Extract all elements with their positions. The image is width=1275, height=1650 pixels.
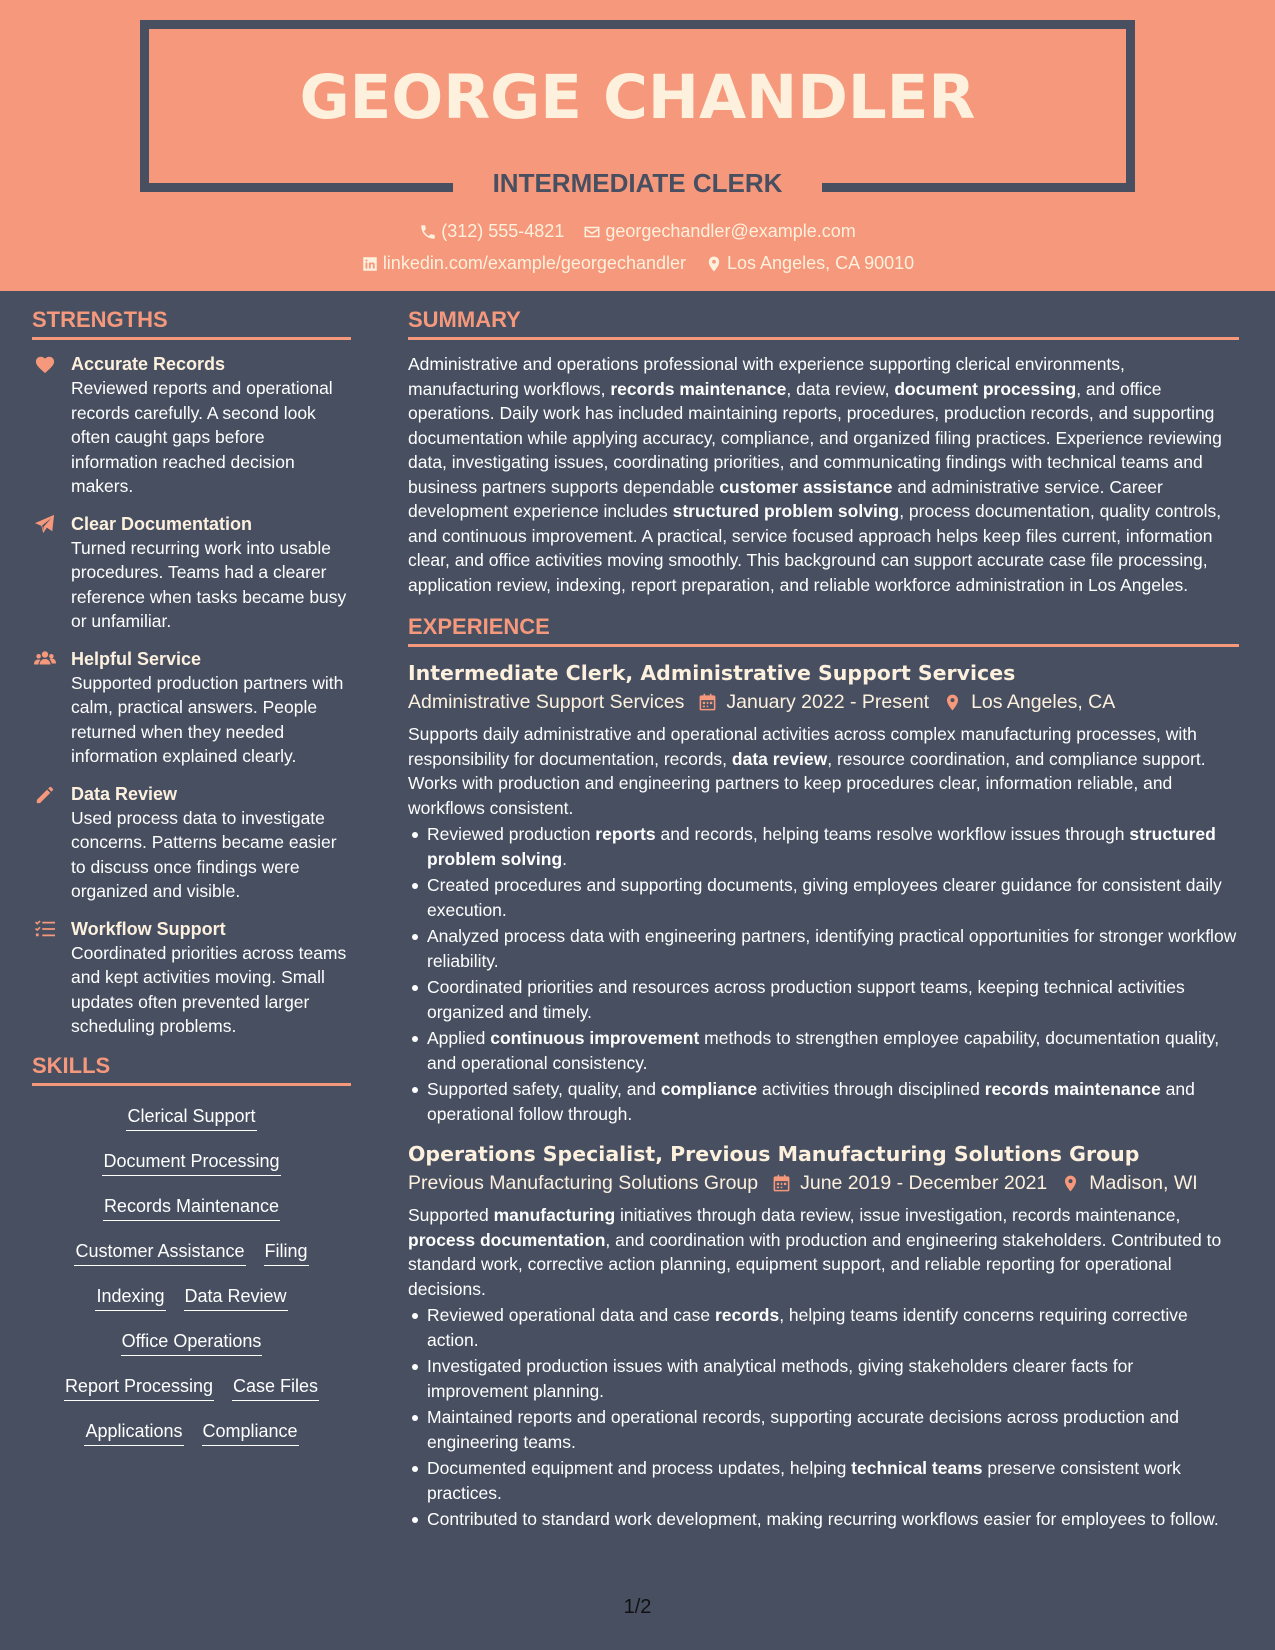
text-run: , and office operations. Daily work has included maintaining reports, procedures, production records, and supporting documentation while applying accuracy, compliance, and organized filing practices. Experience reviewing data, investigating issues, coordinating priorities, and communicating findings with technical teams and business partners supports dependable <box>408 378 1222 497</box>
experience-list <box>408 659 1239 1532</box>
skill-row <box>32 1194 351 1239</box>
contact-row-2 <box>0 253 1275 278</box>
bold-keyword: records maintenance <box>610 378 787 399</box>
text-run: and records, helping teams resolve workflow issues through <box>655 824 1130 844</box>
text-run: initiatives through data review, issue investigation, records maintenance, <box>615 1205 1181 1225</box>
skill-tag: Report Processing <box>64 1374 214 1401</box>
skill-tag: Indexing <box>95 1284 165 1311</box>
skill-tag: Compliance <box>202 1419 299 1446</box>
map-pin-icon <box>943 693 962 712</box>
text-run: Supports daily administrative and operational activities across complex manufacturing processes, with responsibility for documentation, records, <box>408 724 1197 769</box>
text-run: Reviewed production <box>427 824 596 844</box>
linkedin-icon <box>361 255 379 273</box>
strength-title: Clear Documentation <box>71 513 253 534</box>
text-run: preserve consistent work practices. <box>427 1458 1181 1503</box>
job-meta <box>408 691 1239 714</box>
map-pin-icon <box>1061 1174 1080 1193</box>
strength-desc: Used process data to investigate concerns. Patterns became easier to discuss once findings were organized and visible. <box>71 807 337 901</box>
skills-list <box>32 1104 351 1464</box>
skill-row <box>32 1239 351 1284</box>
bullet-item <box>408 1507 1239 1532</box>
strength-title: Helpful Service <box>71 648 202 669</box>
right-column <box>408 307 1239 1534</box>
text-run: Maintained reports and operational records, supporting accurate decisions across production and engineering teams. <box>427 1407 1179 1452</box>
bold-keyword: document processing <box>894 378 1077 399</box>
location-text: Los Angeles, CA 90010 <box>727 253 915 273</box>
text-run: Supported safety, quality, and <box>427 1079 661 1099</box>
strength-desc: Coordinated priorities across teams and kept activities moving. Small updates often prevented larger scheduling problems. <box>71 942 347 1036</box>
bold-keyword: continuous improvement <box>490 1028 700 1048</box>
bullet-item <box>408 1354 1239 1403</box>
bold-keyword: customer assistance <box>719 476 893 497</box>
job-entry <box>408 659 1239 1126</box>
text-run: Investigated production issues with analytical methods, giving stakeholders clearer facts for improvement planning. <box>427 1356 1134 1401</box>
paper-plane-icon <box>34 514 56 534</box>
bullet-item <box>408 822 1239 871</box>
list-check-icon <box>34 919 56 939</box>
strength-desc: Supported production partners with calm, practical answers. People returned when they needed information explained clearly. <box>71 672 344 766</box>
bullet-item <box>408 924 1239 973</box>
skill-tag: Clerical Support <box>126 1104 256 1131</box>
summary-text <box>408 352 1239 597</box>
envelope-icon <box>583 223 601 241</box>
bullet-item <box>408 873 1239 922</box>
company-name: Administrative Support Services <box>408 691 685 713</box>
job-title: INTERMEDIATE CLERK <box>492 168 783 198</box>
job-location: Los Angeles, CA <box>971 691 1116 713</box>
bold-keyword: structured problem solving <box>672 501 900 521</box>
skill-row <box>32 1419 351 1464</box>
text-run: , helping teams identify concerns requiring corrective action. <box>427 1305 1188 1350</box>
strength-title: Data Review <box>71 783 178 804</box>
location-item <box>705 253 914 274</box>
strength-title: Workflow Support <box>71 918 226 939</box>
email-item[interactable] <box>583 221 855 242</box>
bullet-item <box>408 1026 1239 1075</box>
map-pin-icon <box>705 255 723 273</box>
resume-header <box>0 0 1275 291</box>
bold-keyword: records maintenance <box>984 1079 1161 1099</box>
text-run: Supported <box>408 1205 494 1225</box>
bullet-item <box>408 1405 1239 1454</box>
strength-item <box>32 917 351 1039</box>
bold-keyword: compliance <box>660 1079 758 1099</box>
text-run: , resource coordination, and compliance support. Works with production and engineering partners to keep procedures clear, information reliable, and workflows consistent. <box>408 748 1206 818</box>
summary-heading: SUMMARY <box>408 307 1239 340</box>
heart-icon <box>34 354 56 374</box>
bullet-item <box>408 1303 1239 1352</box>
skill-row <box>32 1374 351 1419</box>
company-name: Previous Manufacturing Solutions Group <box>408 1172 759 1194</box>
text-run: , process documentation, quality controls, and continuous improvement. A practical, service focused approach helps keep files current, information clear, and office activities moving smoothly. This background can support accurate case file processing, application review, indexing, report preparation, and reliable workforce administration in Los Angeles. <box>408 501 1222 595</box>
job-description <box>408 722 1239 820</box>
bold-keyword: manufacturing <box>493 1205 616 1225</box>
text-run: , and coordination with production and engineering stakeholders. Contributed to standard work, corrective action planning, equipment support, and reliable reporting for operational decisions. <box>408 1229 1222 1299</box>
text-run: Documented equipment and process updates, helping <box>427 1458 852 1478</box>
bold-keyword: records <box>714 1305 780 1325</box>
page-number: 1/2 <box>623 1596 652 1618</box>
bold-keyword: reports <box>595 824 656 844</box>
text-run: activities through disciplined <box>757 1079 985 1099</box>
bold-keyword: process documentation <box>408 1229 606 1250</box>
text-run: and administrative service. Career development experience includes <box>408 476 1163 521</box>
job-entry <box>408 1140 1239 1532</box>
candidate-name: GEORGE CHANDLER <box>299 62 976 133</box>
text-run: . <box>562 848 568 869</box>
text-run: Coordinated priorities and resources across production support teams, keeping technical activities organized and timely. <box>427 977 1185 1022</box>
strength-item <box>32 782 351 904</box>
job-role-title: Intermediate Clerk, Administrative Support Services <box>408 661 1016 685</box>
experience-heading: EXPERIENCE <box>408 614 1239 647</box>
phone-icon <box>419 223 437 241</box>
skill-tag: Applications <box>84 1419 183 1446</box>
linkedin-item[interactable] <box>361 253 686 274</box>
bullet-item <box>408 1077 1239 1126</box>
strength-desc: Reviewed reports and operational records carefully. A second look often caught gaps before information reached decision makers. <box>71 378 333 496</box>
job-meta <box>408 1172 1239 1195</box>
bullet-item <box>408 975 1239 1024</box>
skill-tag: Document Processing <box>102 1149 280 1176</box>
pencil-icon <box>34 784 56 804</box>
job-location: Madison, WI <box>1089 1172 1198 1194</box>
job-dates: January 2022 - Present <box>726 691 930 713</box>
phone-text: (312) 555-4821 <box>441 221 565 241</box>
text-run: , data review, <box>786 378 895 399</box>
job-bullets <box>408 822 1239 1126</box>
skill-tag: Customer Assistance <box>74 1239 245 1266</box>
left-column <box>32 307 351 1464</box>
text-run: Created procedures and supporting documents, giving employees clearer guidance for consistent daily execution. <box>427 875 1222 920</box>
bullet-item <box>408 1456 1239 1505</box>
text-run: methods to strengthen employee capability, documentation quality, and operational consistency. <box>427 1028 1220 1073</box>
contact-row-1 <box>0 221 1275 246</box>
strength-item <box>32 647 351 769</box>
job-bullets <box>408 1303 1239 1532</box>
text-run: Applied <box>427 1028 491 1048</box>
skill-row <box>32 1329 351 1374</box>
email-text: georgechandler@example.com <box>605 221 856 241</box>
skill-tag: Office Operations <box>121 1329 263 1356</box>
phone-item <box>419 221 564 242</box>
skill-row <box>32 1284 351 1329</box>
strength-title: Accurate Records <box>71 354 226 374</box>
text-run: Administrative and operations professional with experience supporting clerical environments, manufacturing workflows, <box>408 354 1125 399</box>
bold-keyword: structured problem solving <box>427 824 1216 869</box>
strength-item <box>32 352 351 499</box>
bold-keyword: technical teams <box>851 1458 983 1478</box>
text-run: Reviewed operational data and case <box>427 1305 715 1325</box>
job-role-title: Operations Specialist, Previous Manufacturing Solutions Group <box>408 1142 1140 1166</box>
strengths-heading: STRENGTHS <box>32 307 351 340</box>
skill-row <box>32 1104 351 1149</box>
skill-row <box>32 1149 351 1194</box>
skill-tag: Filing <box>264 1239 309 1266</box>
calendar-icon <box>772 1174 791 1193</box>
skill-tag: Case Files <box>232 1374 319 1401</box>
text-run: Contributed to standard work development, making recurring workflows easier for employees to follow. <box>427 1509 1219 1529</box>
skills-heading: SKILLS <box>32 1053 351 1086</box>
users-icon <box>34 649 56 669</box>
text-run: and operational follow through. <box>427 1079 1195 1124</box>
skill-tag: Records Maintenance <box>103 1194 280 1221</box>
bold-keyword: data review <box>731 748 828 769</box>
linkedin-text: linkedin.com/example/georgechandler <box>382 253 686 273</box>
skill-tag: Data Review <box>184 1284 288 1311</box>
strength-item <box>32 512 351 634</box>
job-description <box>408 1203 1239 1301</box>
text-run: Analyzed process data with engineering partners, identifying practical opportunities for stronger workflow reliability. <box>427 926 1237 971</box>
strength-desc: Turned recurring work into usable procedures. Teams had a clearer reference when tasks became busy or unfamiliar. <box>71 537 347 631</box>
job-dates: June 2019 - December 2021 <box>800 1172 1048 1194</box>
calendar-icon <box>698 693 717 712</box>
